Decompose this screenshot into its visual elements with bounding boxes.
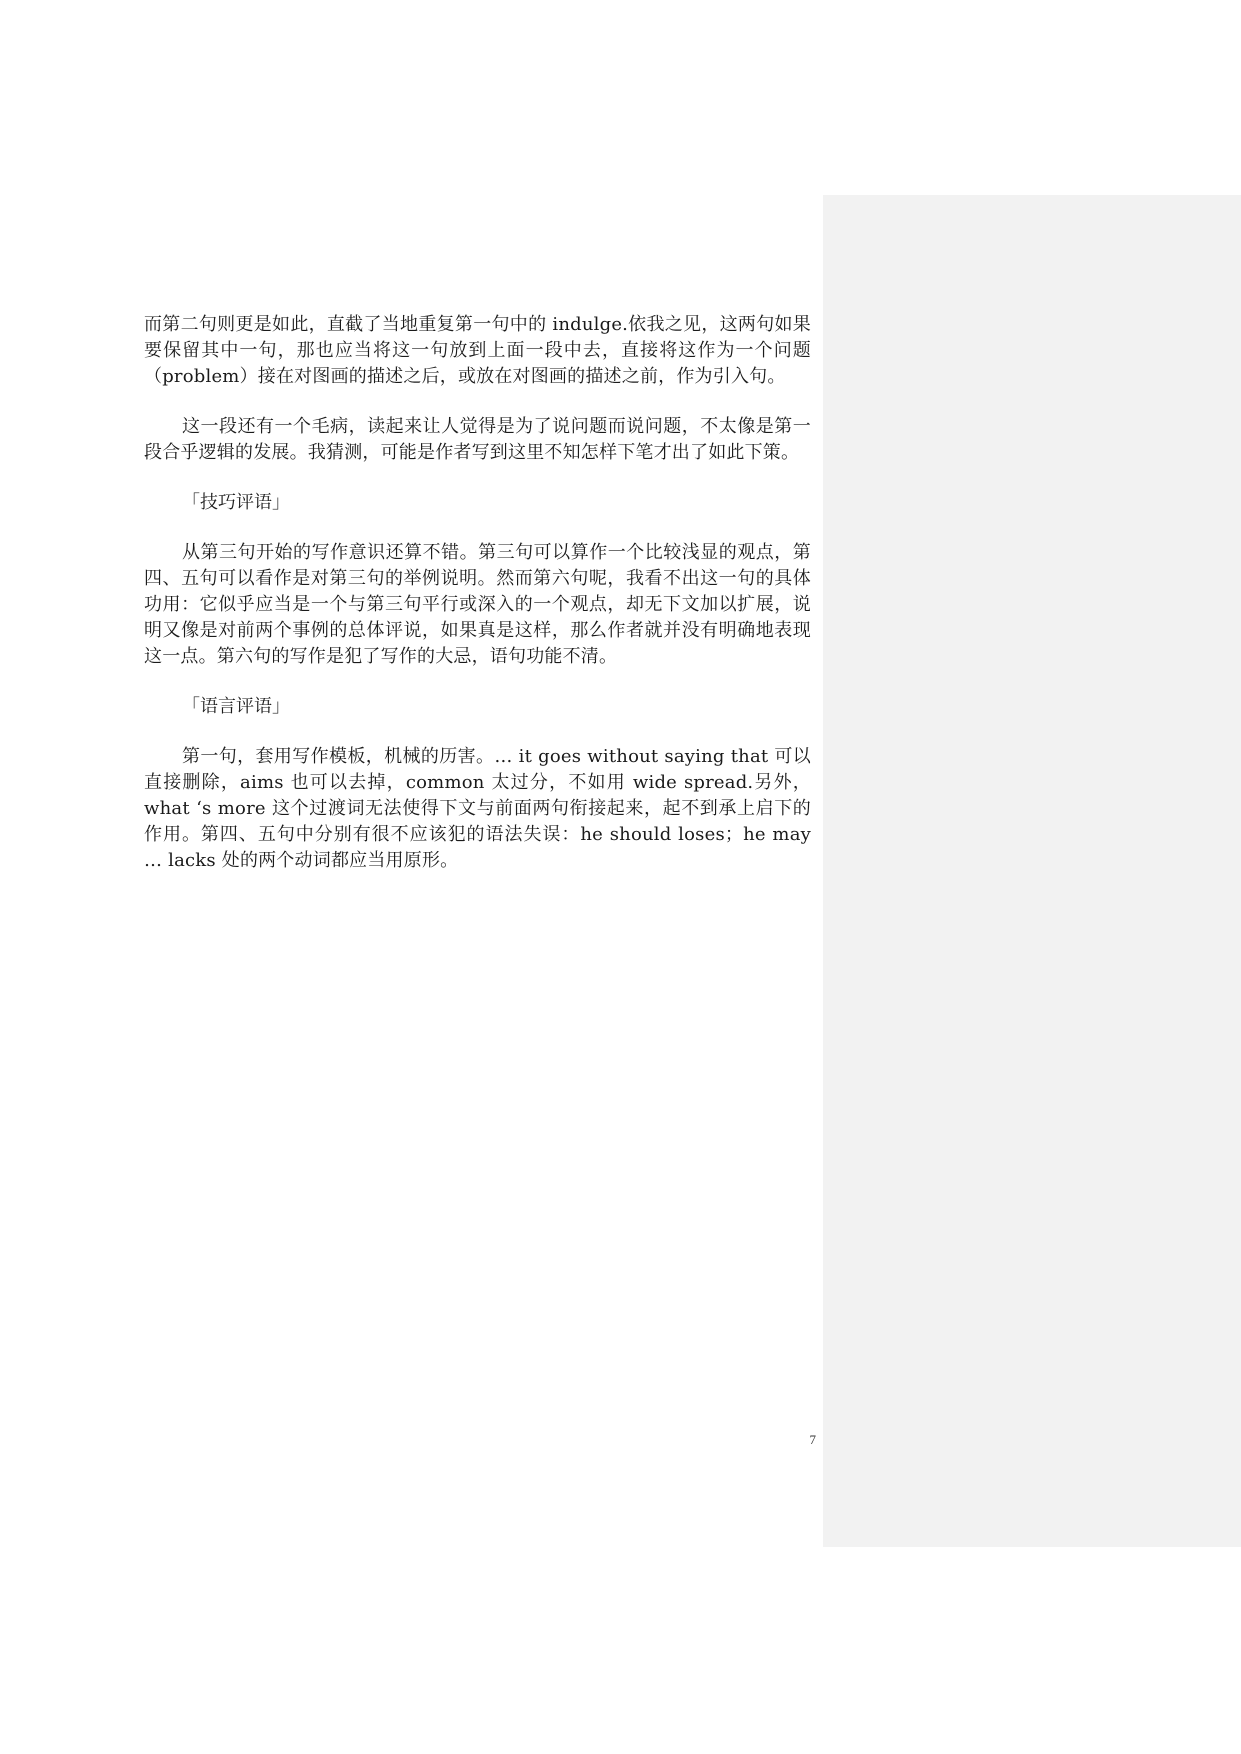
paragraph-2: 这一段还有一个毛病，读起来让人觉得是为了说问题而说问题，不太像是第一段合乎逻辑的发展。我猜测，可能是作者写到这里不知怎样下笔才出了如此下策。 <box>144 416 811 463</box>
section-heading-language: 「语言评语」 <box>182 696 290 717</box>
paragraph-3: 从第三句开始的写作意识还算不错。第三句可以算作一个比较浅显的观点，第四、五句可以看作是对第三句的举例说明。然而第六句呢，我看不出这一句的具体功用：它似乎应当是一个与第三句平行或深入的一个观点，却无下文加以扩展，说明又像是对前两个事例的总体评说，如果真是这样，那么作者就并没有明确地表现这一点。第六句的写作是犯了写作的大忌，语句功能不清。 <box>144 542 811 667</box>
section-heading-technique: 「技巧评语」 <box>182 492 290 513</box>
document-body <box>144 312 811 898</box>
paragraph-1: 而第二句则更是如此，直截了当地重复第一句中的 indulge.依我之见，这两句如果要保留其中一句，那也应当将这一句放到上面一段中去，直接将这作为一个问题（problem）接在对图画的描述之后，或放在对图画的描述之前，作为引入句。 <box>144 314 811 387</box>
page-number: 7 <box>809 1432 816 1447</box>
comment-pane <box>823 195 1241 1547</box>
paragraph-4: 第一句，套用写作模板，机械的历害。… it goes without saying that 可以直接删除，aims 也可以去掉，common 太过分，不如用 wide spread.另外，what ‘s more 这个过渡词无法使得下文与前面两句衔接起来，起不到承上启下的作用。第四、五句中分别有很不应该犯的语法失误：he should loses；he may … lacks 处的两个动词都应当用原形。 <box>144 746 811 871</box>
